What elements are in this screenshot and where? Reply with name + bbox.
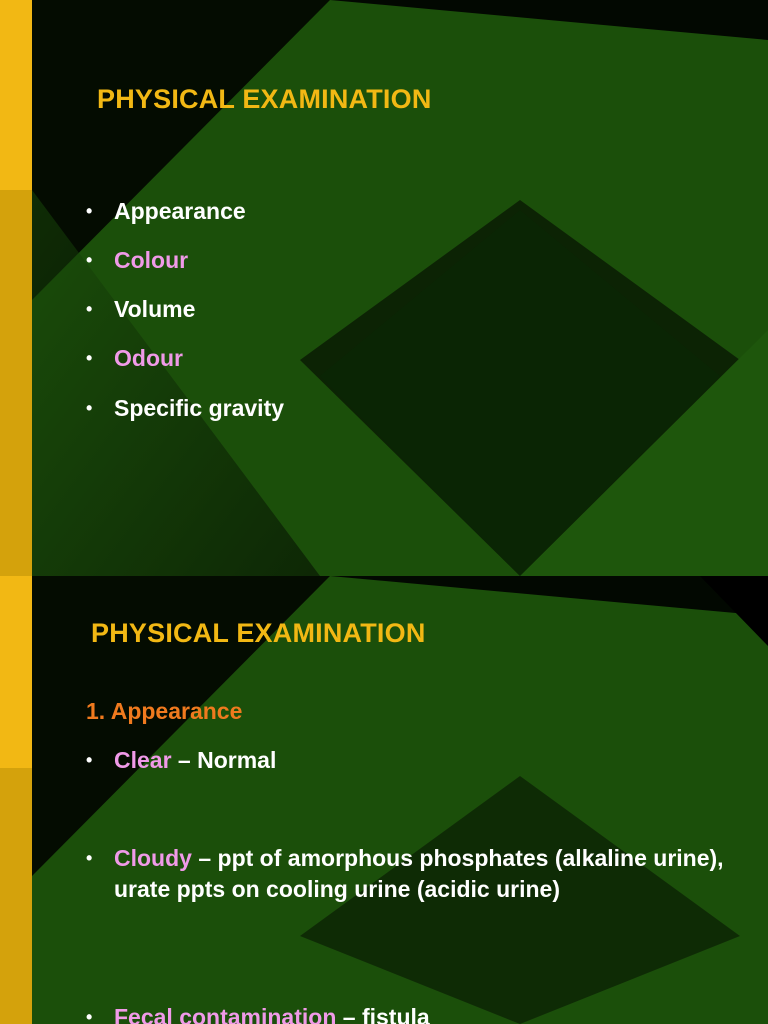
accent-bar-lower — [0, 190, 32, 576]
bullet-icon: • — [86, 250, 93, 270]
bullet-icon: • — [86, 299, 93, 319]
slide-1-title: PHYSICAL EXAMINATION — [97, 84, 432, 114]
slide-2 — [0, 576, 768, 1024]
bullet-icon: • — [86, 848, 93, 868]
list-item-specific-gravity: • Specific gravity — [86, 395, 285, 421]
list-item-odour: • Odour — [86, 345, 183, 371]
list-item-appearance: • Appearance — [86, 198, 246, 224]
bullet-icon: • — [86, 750, 93, 770]
bullet-icon: • — [86, 398, 93, 418]
accent-bar-upper — [0, 0, 32, 190]
bullet-icon: • — [86, 1007, 93, 1024]
accent-bar-upper — [0, 576, 32, 768]
entry-cloudy: • Cloudy – ppt of amorphous phosphates (alkaline urine), urate ppts on cooling urine (acidic urine) — [86, 845, 724, 902]
entry-clear: • Clear – Normal — [86, 747, 277, 773]
slide-2-title: PHYSICAL EXAMINATION — [91, 618, 426, 648]
bullet-icon: • — [86, 348, 93, 368]
list-item-colour: • Colour — [86, 247, 189, 273]
list-item-volume: • Volume — [86, 296, 196, 322]
bullet-icon: • — [86, 201, 93, 221]
section-heading: 1. Appearance — [86, 698, 243, 724]
accent-bar-lower — [0, 768, 32, 1024]
entry-fecal-contamination: • Fecal contamination – fistula — [86, 1002, 430, 1024]
